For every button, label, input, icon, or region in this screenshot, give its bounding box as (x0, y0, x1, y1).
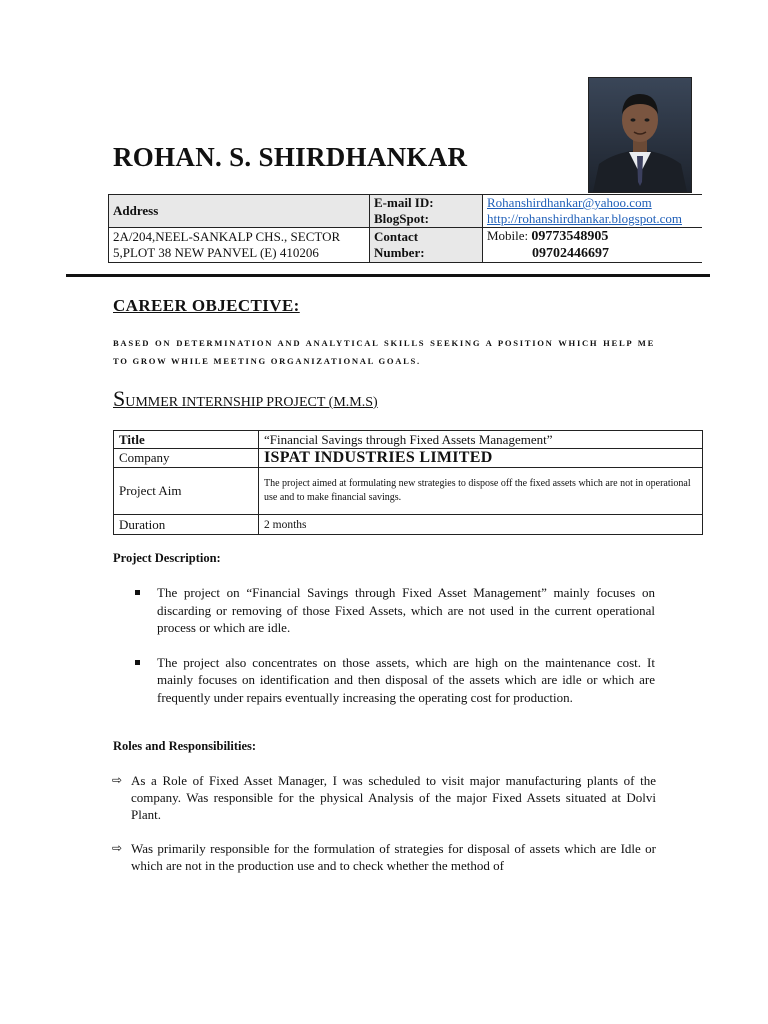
address-line-2: 5,PLOT 38 NEW PANVEL (E) 410206 (113, 245, 319, 260)
email-blog-value-cell (483, 195, 703, 228)
contact-label-cell (370, 228, 483, 263)
blog-link[interactable]: http://rohanshirdhankar.blogspot.com (487, 211, 682, 226)
square-bullet-icon (135, 590, 140, 595)
address-value-cell (109, 228, 370, 263)
mobile-number-2: 09702446697 (532, 246, 609, 261)
list-item: ⇨ As a Role of Fixed Asset Manager, I was scheduled to visit major manufacturing plants of the company. Was responsible for the physical Analysis of the major Fixed Assets situated at Dolvi Plant. (112, 773, 656, 822)
profile-photo (588, 77, 692, 193)
blog-label: BlogSpot: (374, 211, 429, 226)
internship-heading-initial: S (113, 386, 126, 411)
project-company-value: ISPAT INDUSTRIES LIMITED (259, 449, 703, 468)
address-line-1: 2A/204,NEEL-SANKALP CHS., SECTOR (113, 229, 341, 244)
project-description-list (135, 584, 655, 706)
email-blog-label-cell (370, 195, 483, 228)
project-table (113, 430, 703, 535)
internship-heading (113, 386, 378, 412)
arrow-right-outline-icon: ⇨ (112, 841, 123, 855)
roles-list (112, 772, 656, 874)
mobile-number-1: 09773548905 (531, 229, 609, 244)
roles-heading: Roles and Responsibilities: (113, 739, 257, 753)
email-label: E-mail ID: (374, 195, 434, 210)
list-item: ⇨ Was primarily responsible for the formulation of strategies for disposal of assets which are Idle or which are not in the production use and to check whether the method of (112, 841, 656, 873)
square-bullet-icon (135, 660, 140, 665)
project-company-key: Company (114, 449, 259, 468)
project-title-key: Title (114, 431, 259, 449)
arrow-right-outline-icon: ⇨ (112, 773, 123, 787)
list-item: The project also concentrates on those assets, which are high on the maintenance cost. It mainly focuses on identification and then disposal of the assets which are idle or which are frequently under repairs eventually increasing the operating cost for production. (135, 654, 655, 707)
internship-heading-rest: UMMER INTERNSHIP PROJECT (M.M.S) (125, 395, 378, 410)
project-duration-value: 2 months (259, 515, 703, 535)
project-title-value: “Financial Savings through Fixed Assets Management” (259, 431, 703, 449)
contact-table (108, 194, 702, 263)
number-label: Number: (374, 245, 425, 260)
address-label-cell (109, 195, 370, 228)
contact-label: Contact (374, 229, 419, 244)
project-duration-key: Duration (114, 515, 259, 535)
project-aim-key: Project Aim (114, 468, 259, 515)
section-divider (66, 274, 710, 277)
project-aim-value: The project aimed at formulating new strategies to dispose off the fixed assets which are not in operational use and to make financial savings. (259, 468, 703, 515)
mobile-label: Mobile: (487, 228, 529, 243)
address-label: Address (113, 203, 159, 218)
project-description-heading: Project Description: (113, 551, 221, 565)
mobile-value-cell (483, 228, 703, 263)
list-item: The project on “Financial Savings through Fixed Asset Management” mainly focuses on discarding or removing of those Fixed Assets, which are not used in the current operational process or which are idle. (135, 584, 655, 637)
candidate-name: ROHAN. S. SHIRDHANKAR (113, 142, 468, 172)
career-objective-heading: CAREER OBJECTIVE: (113, 296, 300, 315)
email-link[interactable]: Rohanshirdhankar@yahoo.com (487, 195, 652, 210)
career-objective-text: BASED ON DETERMINATION AND ANALYTICAL SKILLS SEEKING A POSITION WHICH HELP ME TO GROW WHILE MEETING ORGANIZATIONAL GOALS. (113, 338, 655, 366)
